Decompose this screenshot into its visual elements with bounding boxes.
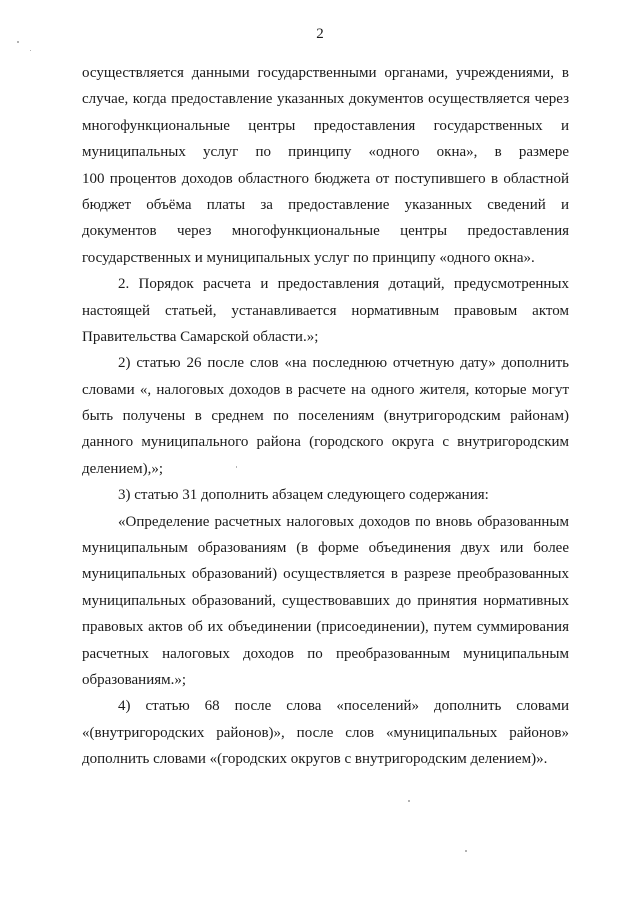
text-line: 100 процентов доходов областного бюджета от поступившего в областной bbox=[82, 170, 569, 187]
text-line: настоящей статьей, устанавливается нормативным правовым актом bbox=[82, 302, 569, 319]
text-line: случае, когда предоставление указанных документов осуществляется через bbox=[82, 91, 569, 108]
text-line: документов через многофункциональные центры предоставления bbox=[82, 223, 569, 240]
text-line: осуществляется данными государственными органами, учреждениями, в bbox=[82, 65, 569, 81]
paragraph bbox=[82, 350, 569, 482]
scan-speck bbox=[17, 41, 19, 43]
paragraph bbox=[82, 271, 569, 350]
text-line: 2. Порядок расчета и предоставления дотаций, предусмотренных bbox=[118, 276, 569, 293]
text-line: Правительства Самарской области.»; bbox=[82, 328, 319, 345]
text-line: бюджет объёма платы за предоставление указанных сведений и bbox=[82, 196, 569, 213]
text-line: «Определение расчетных налоговых доходов по вновь образованным bbox=[118, 513, 569, 530]
text-line: муниципальных услуг по принципу «одного окна», в размере bbox=[82, 144, 569, 161]
text-line: государственных и муниципальных услуг по принципу «одного окна». bbox=[82, 249, 535, 266]
text-line: многофункциональные центры предоставления государственных и bbox=[82, 117, 569, 134]
scan-speck bbox=[30, 50, 31, 51]
text-line: правовых актов об их объединении (присоединении), путем суммирования bbox=[82, 619, 569, 636]
text-line: «(внутригородских районов)», после слов «муниципальных районов» bbox=[82, 724, 569, 741]
text-line: дополнить словами «(городских округов с внутригородским делением)». bbox=[82, 751, 548, 768]
document-body bbox=[82, 60, 569, 773]
scan-speck bbox=[465, 850, 467, 852]
text-line: муниципальных образований, существовавших до принятия нормативных bbox=[82, 592, 569, 609]
text-line: 2) статью 26 после слов «на последнюю отчетную дату» дополнить bbox=[118, 355, 569, 372]
text-line: расчетных налоговых доходов по преобразованным муниципальным bbox=[82, 645, 569, 662]
scan-speck bbox=[408, 800, 410, 802]
page-number: 2 bbox=[316, 26, 324, 42]
text-line: 3) статью 31 дополнить абзацем следующего содержания: bbox=[118, 487, 489, 504]
text-line: словами «, налоговых доходов в расчете на одного жителя, которые могут bbox=[82, 381, 569, 398]
paragraph bbox=[82, 60, 569, 271]
text-line: 4) статью 68 после слова «поселений» дополнить словами bbox=[118, 698, 569, 715]
scan-speck bbox=[236, 466, 237, 468]
paragraph bbox=[82, 693, 569, 772]
text-line: муниципальных образований) осуществляется в разрезе преобразованных bbox=[82, 566, 569, 583]
paragraph bbox=[82, 509, 569, 694]
text-line: образованиям.»; bbox=[82, 671, 187, 688]
text-line: быть получены в среднем по поселениям (внутригородским районам) bbox=[82, 408, 569, 425]
text-line: данного муниципального района (городского округа с внутригородским bbox=[82, 434, 569, 451]
text-line: делением),»; bbox=[82, 460, 164, 477]
text-line: муниципальным образованиям (в форме объединения двух или более bbox=[82, 540, 569, 557]
paragraph bbox=[82, 482, 569, 508]
